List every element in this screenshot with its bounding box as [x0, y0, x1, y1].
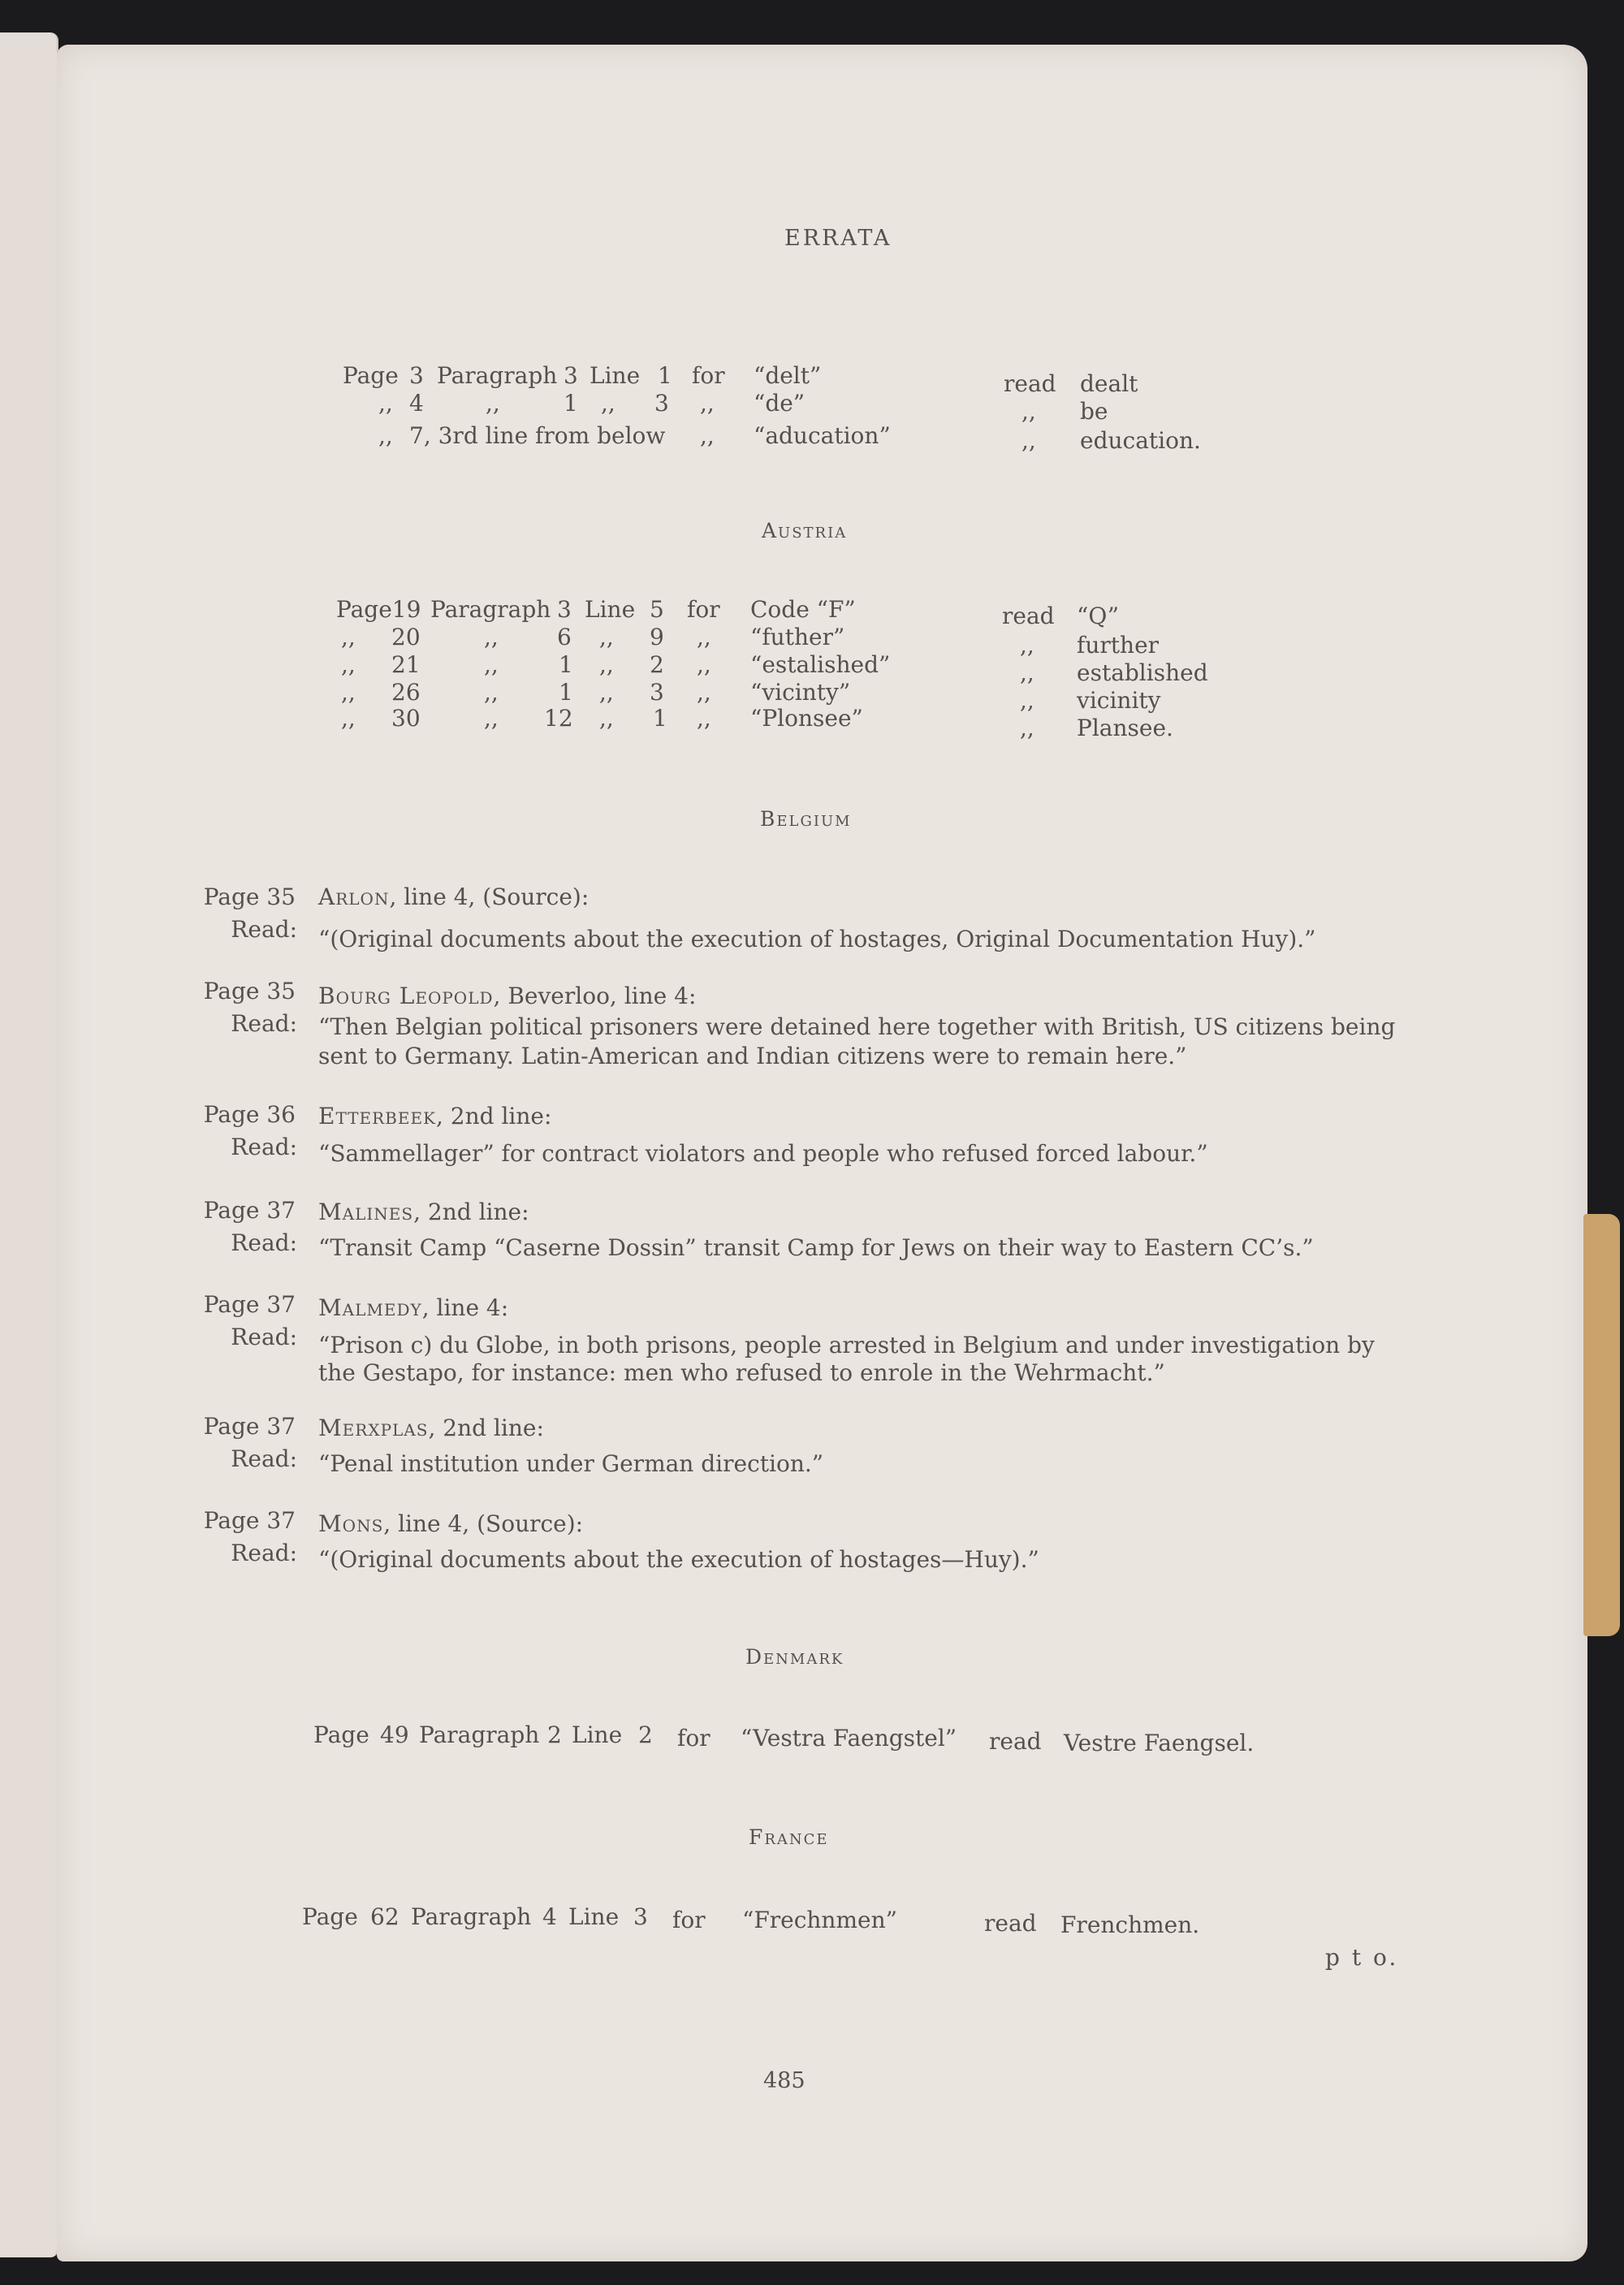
entry-read-label: Read: — [231, 1445, 297, 1472]
cell-paragraph-number: 1 — [559, 679, 573, 706]
cell-line-number: 3 — [650, 679, 664, 706]
cell-paragraph-number: 1 — [564, 390, 578, 417]
section-heading-denmark: Denmark — [745, 1645, 844, 1669]
cell-for: for — [677, 1725, 710, 1752]
entry-detail: , 2nd line: — [413, 1199, 529, 1225]
cell-wrong-text: “Vestra Faengstel” — [741, 1725, 957, 1752]
section-heading-austria: Austria — [762, 519, 848, 542]
cell-wrong-text: “Plonsee” — [750, 705, 863, 732]
entry-detail: , line 4, (Source): — [383, 1510, 584, 1537]
cell-page-number: 26 — [391, 679, 421, 706]
cell-paragraph-number: 2 — [547, 1721, 562, 1748]
cell-page-number: 21 — [391, 651, 421, 678]
cell-page-number: 49 — [380, 1721, 409, 1748]
cell-paragraph: Paragraph — [437, 362, 558, 389]
cell-paragraph: ,, — [484, 705, 499, 732]
cell-page: ,, — [378, 422, 393, 449]
entry-detail: , Beverloo, line 4: — [493, 983, 697, 1009]
cell-for: ,, — [697, 705, 711, 732]
cell-page: Page19 — [336, 596, 421, 623]
cell-line-number: 9 — [650, 624, 664, 650]
cell-line: ,, — [599, 705, 614, 732]
paper-tab — [1583, 1214, 1620, 1636]
entry-correction-text: “Penal institution under German direction.” — [318, 1450, 824, 1477]
cell-page: ,, — [341, 651, 356, 678]
cell-page-number: 4 — [409, 390, 424, 417]
entry-detail: , line 4, (Source): — [389, 883, 590, 910]
cell-line-number: 5 — [650, 596, 664, 623]
cell-correct-text: further — [1077, 632, 1160, 659]
entry-read-label: Read: — [231, 1134, 297, 1160]
cell-paragraph: ,, — [484, 679, 499, 706]
entry-place: Mons — [318, 1510, 384, 1537]
cell-paragraph-number: 12 — [544, 705, 573, 732]
cell-correct-text: education. — [1080, 427, 1201, 454]
cell-page-number: 3 — [409, 362, 424, 389]
page-number: 485 — [763, 2068, 806, 2093]
cell-page: Page — [313, 1721, 369, 1748]
cell-location: 7, 3rd line from below — [409, 422, 666, 449]
cell-line-number: 2 — [638, 1721, 653, 1748]
cell-page-number: 20 — [391, 624, 421, 650]
entry-read-label: Read: — [231, 1010, 297, 1037]
entry-page: Page 35 — [203, 978, 296, 1004]
cell-for: for — [672, 1907, 706, 1933]
cell-paragraph: Paragraph — [419, 1721, 540, 1748]
cell-correct-text: dealt — [1080, 370, 1138, 397]
entry-page: Page 37 — [203, 1197, 296, 1224]
cell-read: ,, — [1020, 659, 1034, 686]
cell-read: ,, — [1021, 398, 1036, 425]
cell-wrong-text: “aducation” — [754, 422, 891, 449]
cell-paragraph-number: 1 — [559, 651, 573, 678]
cell-read: read — [1004, 370, 1056, 397]
section-heading-belgium: Belgium — [760, 807, 852, 831]
cell-page: ,, — [378, 390, 393, 417]
cell-wrong-text: “vicinty” — [750, 679, 851, 706]
entry-read-label: Read: — [231, 916, 297, 943]
cell-read: read — [989, 1728, 1042, 1755]
cell-read: ,, — [1021, 427, 1036, 454]
cell-page: Page — [343, 362, 399, 389]
cell-page: ,, — [341, 679, 356, 706]
cell-for: ,, — [697, 651, 711, 678]
cell-correct-text: established — [1077, 659, 1208, 686]
cell-line: Line — [568, 1903, 620, 1930]
entry-correction-text: “Sammellager” for contract violators and people who refused forced labour.” — [318, 1140, 1208, 1167]
page-title: ERRATA — [784, 226, 892, 251]
previous-page-edge — [0, 32, 58, 2257]
entry-read-label: Read: — [231, 1540, 297, 1566]
cell-paragraph: ,, — [484, 624, 499, 650]
entry-detail: , 2nd line: — [436, 1103, 552, 1130]
cell-for: ,, — [697, 624, 711, 650]
cell-wrong-text: “delt” — [754, 362, 822, 389]
cell-page: ,, — [341, 705, 356, 732]
cell-read: read — [1002, 603, 1055, 629]
entry-correction-text: sent to Germany. Latin-American and Indian citizens were to remain here.” — [318, 1043, 1187, 1069]
entry-place: Bourg Leopold — [318, 983, 494, 1009]
cell-correct-text: Frenchmen. — [1060, 1911, 1200, 1938]
entry-detail: , 2nd line: — [428, 1415, 544, 1441]
cell-page-number: 62 — [370, 1903, 400, 1930]
cell-paragraph-number: 6 — [557, 624, 572, 650]
cell-wrong-text: “estalished” — [750, 651, 891, 678]
cell-line: ,, — [599, 624, 614, 650]
entry-correction-text: the Gestapo, for instance: men who refused to enrole in the Wehrmacht.” — [318, 1359, 1165, 1386]
cell-page: Page — [302, 1903, 358, 1930]
cell-page-number: 30 — [391, 705, 421, 732]
cell-page: ,, — [341, 624, 356, 650]
entry-read-label: Read: — [231, 1324, 297, 1350]
cell-read: ,, — [1020, 687, 1034, 714]
cell-line: Line — [585, 596, 636, 623]
entry-correction-text: “Transit Camp “Caserne Dossin” transit Camp for Jews on their way to Eastern CC’s.” — [318, 1234, 1314, 1261]
entry-page: Page 35 — [203, 883, 296, 910]
cell-for: for — [692, 362, 725, 389]
cell-for: ,, — [697, 679, 711, 706]
cell-paragraph-number: 3 — [557, 596, 572, 623]
cell-line-number: 3 — [654, 390, 669, 417]
cell-for: ,, — [700, 390, 715, 417]
pto-note: p t o. — [1325, 1944, 1399, 1971]
cell-read: ,, — [1020, 632, 1034, 659]
entry-page: Page 37 — [203, 1291, 296, 1318]
cell-correct-text: Vestre Faengsel. — [1064, 1730, 1255, 1756]
cell-for: ,, — [700, 422, 715, 449]
entry-page: Page 37 — [203, 1507, 296, 1534]
cell-line-number: 1 — [653, 705, 667, 732]
cell-read: ,, — [1020, 715, 1034, 741]
entry-read-label: Read: — [231, 1229, 297, 1256]
cell-line-number: 2 — [650, 651, 664, 678]
cell-read: read — [984, 1910, 1037, 1937]
cell-paragraph: Paragraph — [430, 596, 551, 623]
cell-paragraph-number: 3 — [564, 362, 578, 389]
cell-line-number: 3 — [633, 1903, 648, 1930]
cell-paragraph: ,, — [484, 651, 499, 678]
cell-wrong-text: Code “F” — [750, 596, 856, 623]
entry-correction-text: “Then Belgian political prisoners were detained here together with British, US citizens being — [318, 1013, 1396, 1040]
cell-correct-text: Plansee. — [1077, 715, 1173, 741]
cell-correct-text: vicinity — [1077, 687, 1161, 714]
cell-correct-text: be — [1080, 398, 1108, 425]
entry-correction-text: “(Original documents about the execution of hostages, Original Documentation Huy).” — [318, 926, 1316, 952]
entry-page: Page 37 — [203, 1413, 296, 1440]
entry-place: Malmedy — [318, 1294, 422, 1321]
entry-correction-text: “Prison c) du Globe, in both prisons, people arrested in Belgium and under investigation by — [318, 1332, 1375, 1358]
cell-paragraph: ,, — [486, 390, 500, 417]
cell-line: Line — [572, 1721, 623, 1748]
entry-place: Merxplas — [318, 1415, 429, 1441]
cell-line: Line — [590, 362, 641, 389]
cell-line: ,, — [599, 679, 614, 706]
cell-line: ,, — [599, 651, 614, 678]
cell-paragraph-number: 4 — [542, 1903, 557, 1930]
cell-paragraph: Paragraph — [411, 1903, 532, 1930]
entry-place: Arlon — [318, 883, 390, 910]
section-heading-france: France — [749, 1825, 829, 1849]
cell-wrong-text: “de” — [754, 390, 806, 417]
entry-correction-text: “(Original documents about the execution of hostages—Huy).” — [318, 1546, 1039, 1573]
entry-place: Etterbeek — [318, 1103, 436, 1130]
entry-detail: , line 4: — [421, 1294, 509, 1321]
cell-wrong-text: “futher” — [750, 624, 845, 650]
cell-line-number: 1 — [658, 362, 672, 389]
cell-for: for — [687, 596, 720, 623]
cell-correct-text: “Q” — [1077, 603, 1120, 629]
entry-place: Malines — [318, 1199, 414, 1225]
cell-line: ,, — [601, 390, 615, 417]
entry-page: Page 36 — [203, 1101, 296, 1128]
cell-wrong-text: “Frechnmen” — [742, 1907, 897, 1933]
